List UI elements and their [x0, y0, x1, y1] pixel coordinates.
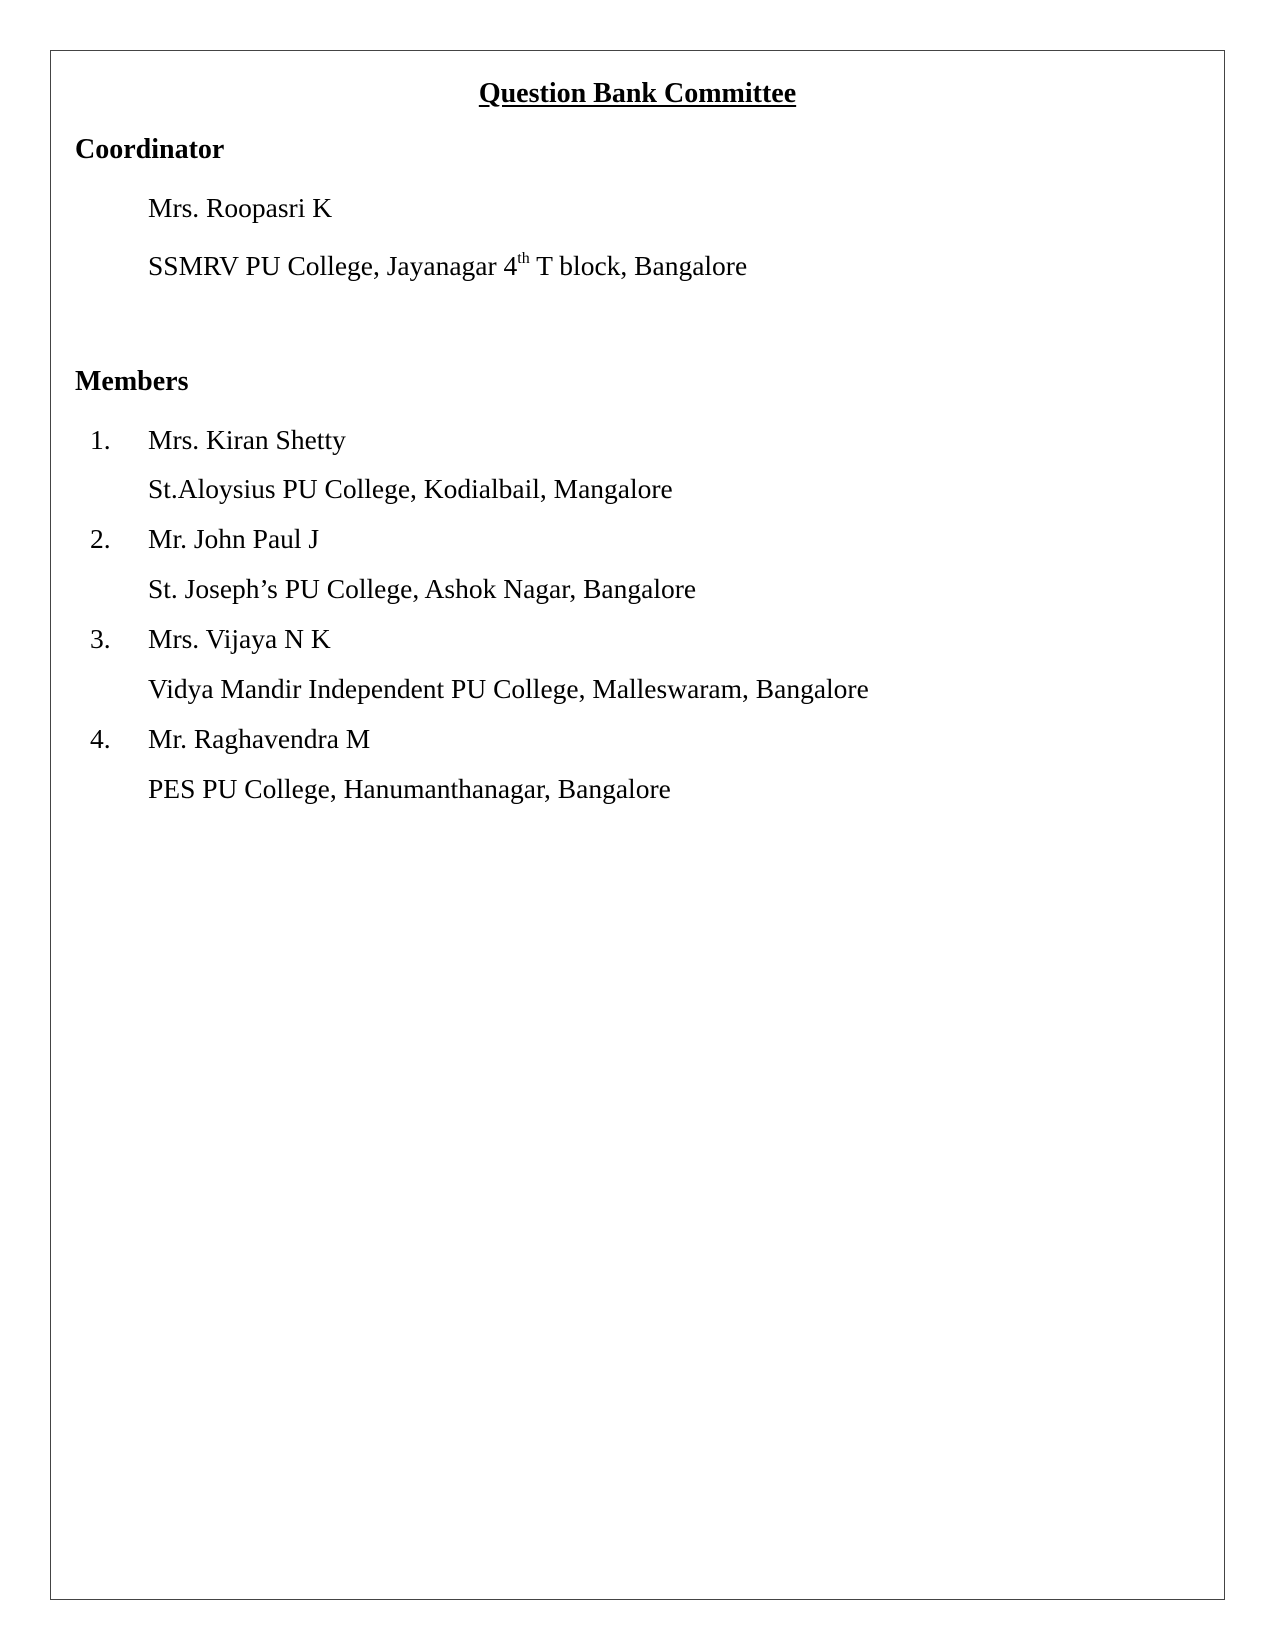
members-heading: Members — [75, 366, 189, 397]
page-title: Question Bank Committee — [478, 78, 797, 109]
coordinator-heading: Coordinator — [75, 134, 225, 165]
member-college: St. Joseph’s PU College, Ashok Nagar, Bangalore — [148, 573, 697, 604]
member-college: Vidya Mandir Independent PU College, Malleswaram, Bangalore — [148, 673, 869, 704]
member-college: PES PU College, Hanumanthanagar, Bangalore — [148, 773, 671, 804]
coordinator-college-rest: T block, Bangalore — [529, 250, 748, 281]
member-number: 1. — [90, 424, 111, 455]
member-college: St.Aloysius PU College, Kodialbail, Mangalore — [148, 473, 673, 504]
member-name: Mrs. Kiran Shetty — [148, 424, 346, 455]
coordinator-college — [148, 246, 747, 286]
coordinator-college-text: SSMRV PU College, Jayanagar 4 — [148, 250, 518, 281]
member-number: 4. — [90, 723, 111, 754]
member-name: Mr. Raghavendra M — [148, 723, 371, 754]
member-name: Mr. John Paul J — [148, 523, 320, 554]
member-number: 3. — [90, 623, 111, 654]
coordinator-name: Mrs. Roopasri K — [148, 192, 333, 223]
member-number: 2. — [90, 523, 111, 554]
coordinator-college-ordinal: th — [517, 249, 530, 267]
member-name: Mrs. Vijaya N K — [148, 623, 331, 654]
